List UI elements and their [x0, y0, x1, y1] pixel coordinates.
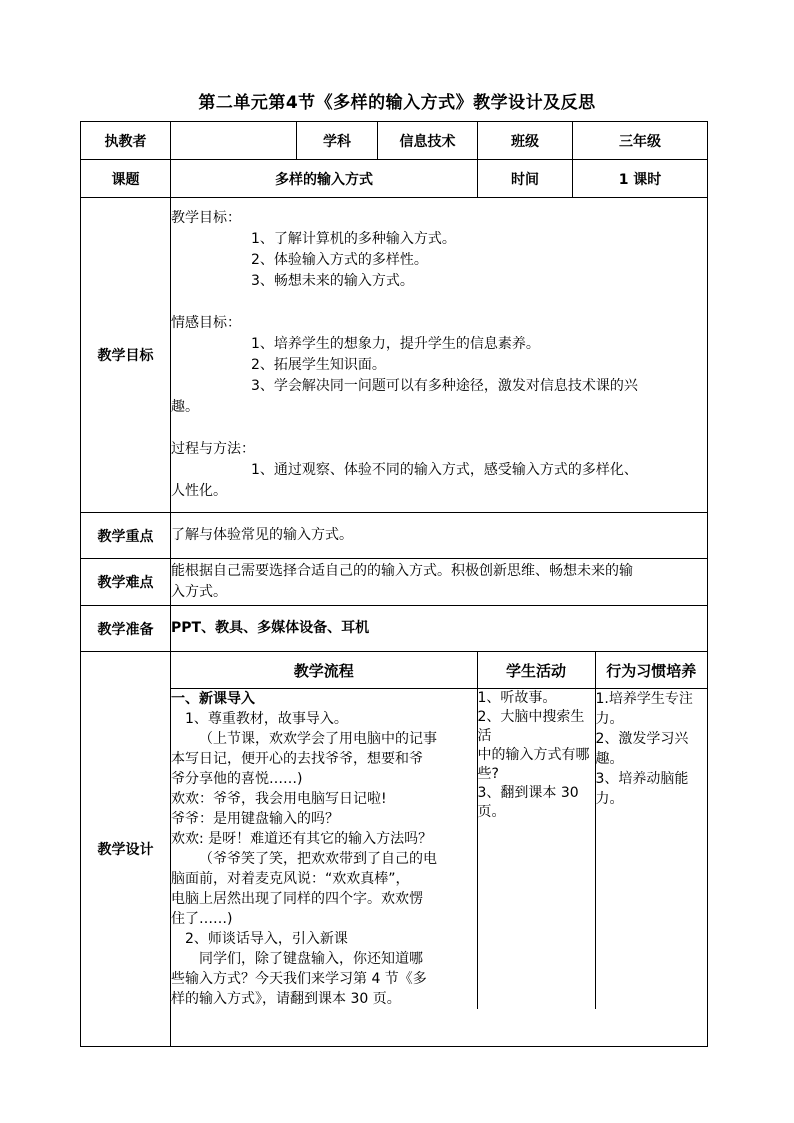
goal-item: 3、畅想未来的输入方式。 [251, 273, 414, 289]
student-activity-cell [477, 689, 595, 1010]
habit-cell [595, 689, 707, 1010]
difficulty-label: 教学难点 [81, 559, 171, 606]
col-student-header: 学生活动 [477, 652, 595, 689]
topic-label: 课题 [81, 160, 171, 198]
difficulty-content [171, 559, 708, 606]
habit-line: 3、培养动脑能力。 [595, 771, 689, 807]
flow-cell [171, 689, 477, 1010]
class-label: 班级 [478, 122, 573, 160]
key-point-label: 教学重点 [81, 513, 171, 559]
goal-item: 2、体验输入方式的多样性。 [251, 252, 428, 268]
flow-line: 样的输入方式》，请翻到课本 30 页。 [171, 991, 401, 1007]
flow-line: 住了……) [171, 911, 233, 927]
student-line: 中的输入方式有哪 [477, 747, 590, 763]
goal-item: 1、培养学生的想象力，提升学生的信息素养。 [251, 336, 540, 352]
design-label: 教学设计 [81, 652, 171, 1047]
teacher-value [171, 122, 297, 160]
goals-content [171, 198, 708, 513]
flow-line: 2、师谈话导入，引入新课 [185, 931, 348, 947]
flow-line: 些输入方式？今天我们来学习第 4 节《多 [171, 971, 427, 987]
topic-value: 多样的输入方式 [171, 160, 478, 198]
difficulty-line: 能根据自己需要选择合适自己的的输入方式。积极创新思维、畅想未来的输 [171, 563, 633, 579]
goals-section2-title: 情感目标： [171, 315, 241, 331]
lesson-plan-table [80, 121, 708, 1047]
page-title: 第二单元第4节《多样的输入方式》教学设计及反思 [198, 93, 596, 113]
flow-line: 爷分享他的喜悦……) [171, 771, 303, 787]
time-value: 1 课时 [573, 160, 708, 198]
preparation-text: PPT、教具、多媒体设备、耳机 [171, 606, 708, 652]
goals-section1-title: 教学目标： [171, 210, 241, 226]
subject-label: 学科 [297, 122, 378, 160]
class-value: 三年级 [573, 122, 708, 160]
flow-line: 爷爷：是用键盘输入的吗？ [171, 811, 339, 827]
flow-line: 欢欢：爷爷，我会用电脑写日记啦! [171, 791, 387, 807]
preparation-label: 教学准备 [81, 606, 171, 652]
design-content [171, 652, 708, 1047]
flow-line: 脑面前，对着麦克风说：“欢欢真棒”， [171, 871, 410, 887]
difficulty-line: 入方式。 [171, 584, 227, 600]
flow-line: 1、尊重教材，故事导入。 [185, 711, 348, 727]
flow-line: 电脑上居然出现了同样的四个字。欢欢愣 [171, 891, 423, 907]
goal-item: 1、通过观察、体验不同的输入方式，感受输入方式的多样化、 [251, 462, 638, 478]
student-line: 2、大脑中搜索生活 [477, 709, 585, 744]
flow-line: （爷爷笑了笑，把欢欢带到了自己的电 [199, 851, 437, 867]
flow-line: 同学们，除了键盘输入，你还知道哪 [199, 951, 423, 967]
goals-label: 教学目标 [81, 198, 171, 513]
key-point-text: 了解与体验常见的输入方式。 [171, 513, 708, 559]
goal-item: 1、了解计算机的多种输入方式。 [251, 231, 456, 247]
col-flow-header: 教学流程 [171, 652, 477, 689]
student-line: 3、翻到课本 30 页。 [477, 785, 579, 820]
teacher-label: 执教者 [81, 122, 171, 160]
col-habit-header: 行为习惯培养 [595, 652, 707, 689]
subject-value: 信息技术 [378, 122, 478, 160]
goal-item: 趣。 [171, 399, 199, 415]
time-label: 时间 [478, 160, 573, 198]
design-inner-table [171, 652, 707, 1009]
habit-line: 2、激发学习兴趣。 [595, 731, 689, 767]
flow-line: 本写日记，便开心的去找爷爷，想要和爷 [171, 751, 423, 767]
goal-item: 2、拓展学生知识面。 [251, 357, 386, 373]
flow-line: （上节课，欢欢学会了用电脑中的记事 [199, 731, 437, 747]
goals-section3-title: 过程与方法： [171, 441, 255, 457]
goal-item: 人性化。 [171, 483, 227, 499]
flow-line: 一、新课导入 [171, 691, 255, 707]
habit-line: 1.培养学生专注力。 [595, 691, 693, 727]
goal-item: 3、学会解决同一问题可以有多种途径，激发对信息技术课的兴 [251, 378, 638, 394]
flow-line: 欢欢: 是呀！难道还有其它的输入方法吗？ [171, 831, 433, 847]
student-line: 1、听故事。 [477, 690, 557, 706]
student-line: 些? [477, 766, 499, 782]
